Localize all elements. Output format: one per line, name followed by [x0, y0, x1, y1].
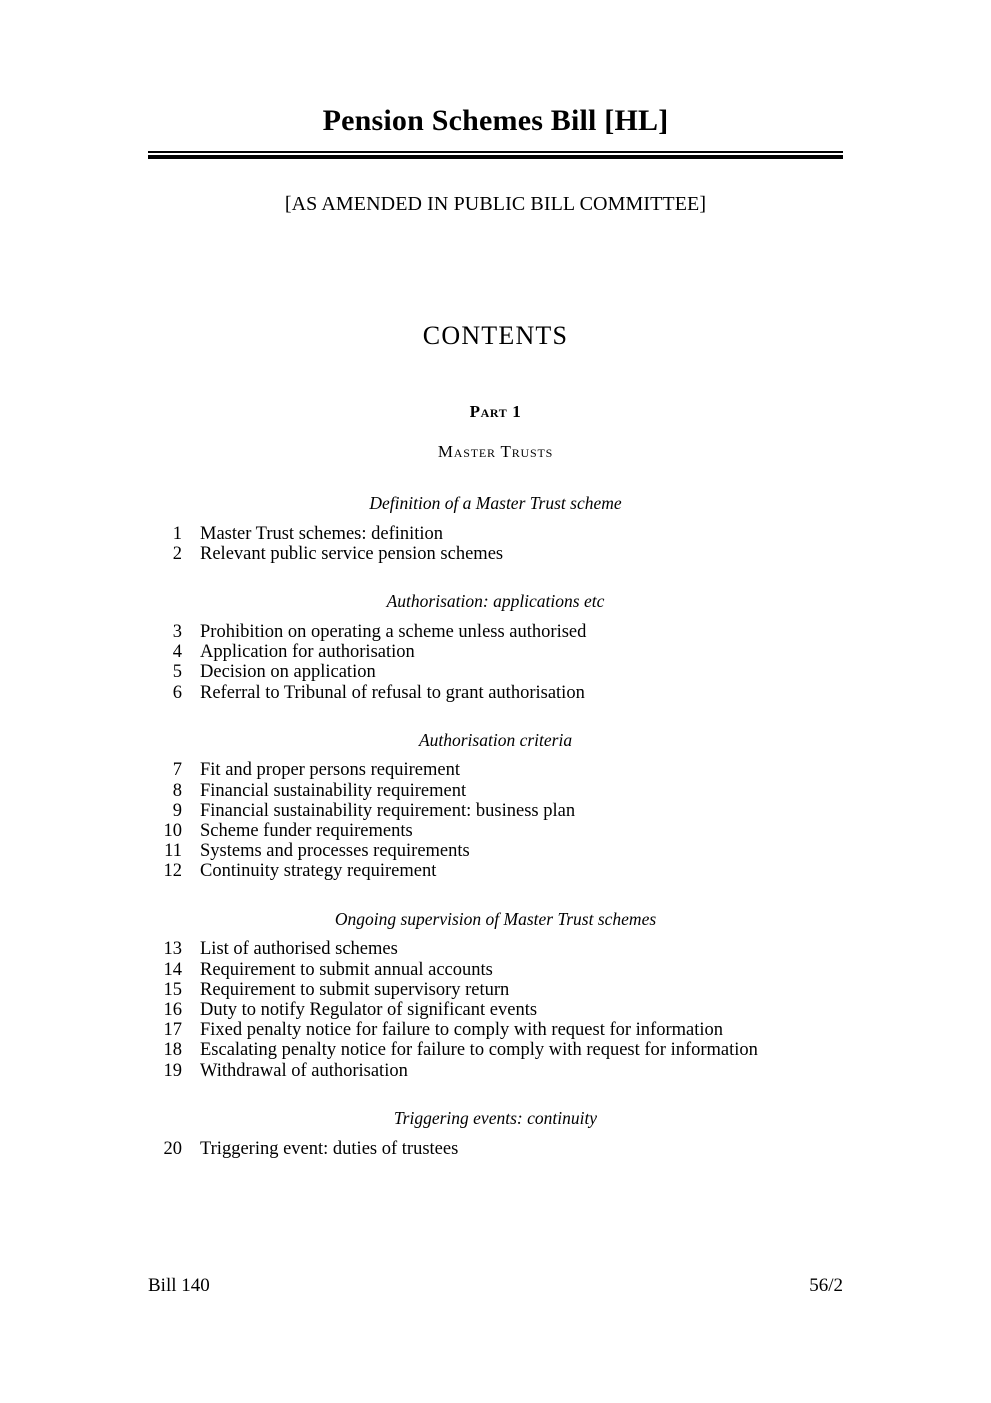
- toc-list: [148, 939, 843, 1080]
- toc-entry-label: Fixed penalty notice for failure to comply with request for information: [200, 1020, 723, 1041]
- rule-line-bottom: [148, 155, 843, 159]
- toc-section: [148, 1107, 843, 1159]
- toc-entry-number: 5: [172, 662, 182, 683]
- toc-entry-label: Master Trust schemes: definition: [200, 523, 444, 544]
- toc-entry-label: Requirement to submit annual accounts: [200, 959, 493, 980]
- toc-entry[interactable]: [148, 980, 843, 1000]
- table-of-contents: [148, 492, 843, 1159]
- toc-entry[interactable]: [148, 939, 843, 959]
- toc-section-heading: Authorisation criteria: [418, 729, 573, 750]
- toc-entry[interactable]: [148, 683, 843, 703]
- toc-entry-number: 13: [163, 939, 182, 960]
- toc-entry-number: 8: [172, 780, 182, 801]
- toc-entry[interactable]: [148, 622, 843, 642]
- toc-entry-label: Prohibition on operating a scheme unless authorised: [200, 621, 587, 642]
- toc-entry[interactable]: [148, 760, 843, 780]
- toc-entry[interactable]: [148, 1040, 843, 1060]
- toc-section-heading: Ongoing supervision of Master Trust schemes: [334, 908, 657, 929]
- toc-entry-number: 7: [172, 760, 182, 781]
- toc-entry[interactable]: [148, 1061, 843, 1081]
- toc-entry[interactable]: [148, 861, 843, 881]
- title-double-rule: [148, 151, 843, 159]
- toc-entry[interactable]: [148, 841, 843, 861]
- toc-entry[interactable]: [148, 1000, 843, 1020]
- toc-section-heading: Triggering events: continuity: [393, 1107, 598, 1128]
- toc-section: [148, 908, 843, 1081]
- toc-entry-label: Decision on application: [200, 662, 376, 683]
- toc-section-heading: Authorisation: applications etc: [386, 591, 605, 612]
- toc-entry-label: Escalating penalty notice for failure to comply with request for information: [200, 1040, 758, 1061]
- page-footer: [148, 1275, 843, 1297]
- toc-entry[interactable]: [148, 642, 843, 662]
- part-heading: Part 1: [469, 402, 522, 421]
- toc-section-heading: Definition of a Master Trust scheme: [369, 493, 622, 513]
- toc-entry-label: Duty to notify Regulator of significant events: [200, 1000, 538, 1021]
- toc-entry-number: 15: [163, 979, 182, 1000]
- toc-section: [148, 492, 843, 564]
- toc-entry-number: 1: [172, 523, 182, 544]
- toc-entry-number: 9: [172, 800, 182, 821]
- title-block: [148, 104, 843, 159]
- footer-bill-number: Bill 140: [148, 1275, 210, 1296]
- toc-entry[interactable]: [148, 801, 843, 821]
- part-subject-heading: Master Trusts: [437, 442, 554, 461]
- toc-entry[interactable]: [148, 1020, 843, 1040]
- toc-entry[interactable]: [148, 960, 843, 980]
- toc-entry-label: Financial sustainability requirement: [200, 780, 467, 801]
- toc-entry-label: Systems and processes requirements: [200, 841, 470, 862]
- toc-section: [148, 729, 843, 882]
- toc-entry-label: Scheme funder requirements: [200, 821, 413, 842]
- toc-entry-label: Withdrawal of authorisation: [200, 1060, 408, 1081]
- toc-entry-number: 18: [163, 1040, 182, 1061]
- amendment-note: [AS AMENDED IN PUBLIC BILL COMMITTEE]: [284, 193, 707, 215]
- toc-section: [148, 590, 843, 703]
- toc-entry[interactable]: [148, 524, 843, 544]
- toc-entry-number: 12: [163, 861, 182, 882]
- toc-entry-label: Referral to Tribunal of refusal to grant authorisation: [200, 682, 585, 703]
- toc-entry-label: Triggering event: duties of trustees: [200, 1138, 459, 1159]
- contents-heading: CONTENTS: [422, 321, 569, 350]
- toc-entry-number: 11: [164, 841, 182, 862]
- toc-entry-label: List of authorised schemes: [200, 939, 398, 960]
- toc-list: [148, 524, 843, 564]
- toc-entry-number: 19: [163, 1060, 182, 1081]
- footer-page-reference: 56/2: [809, 1275, 843, 1296]
- toc-entry[interactable]: [148, 544, 843, 564]
- toc-entry-number: 16: [163, 1000, 182, 1021]
- toc-entry-label: Requirement to submit supervisory return: [200, 979, 510, 1000]
- toc-list: [148, 1139, 843, 1159]
- toc-entry[interactable]: [148, 1139, 843, 1159]
- toc-entry-number: 17: [163, 1020, 182, 1041]
- toc-entry-number: 2: [172, 543, 182, 564]
- toc-list: [148, 622, 843, 703]
- toc-entry-number: 10: [163, 821, 182, 842]
- toc-entry-number: 3: [172, 621, 182, 642]
- toc-entry-number: 14: [163, 959, 182, 980]
- toc-entry-number: 20: [163, 1138, 182, 1159]
- toc-entry-number: 6: [172, 682, 182, 703]
- toc-entry-label: Financial sustainability requirement: business plan: [200, 800, 576, 821]
- toc-entry[interactable]: [148, 662, 843, 682]
- toc-list: [148, 760, 843, 881]
- toc-entry[interactable]: [148, 821, 843, 841]
- toc-entry-label: Application for authorisation: [200, 642, 415, 663]
- toc-entry-label: Continuity strategy requirement: [200, 861, 437, 882]
- toc-entry-number: 4: [172, 642, 182, 663]
- page-title: Pension Schemes Bill [HL]: [322, 104, 669, 137]
- toc-entry[interactable]: [148, 781, 843, 801]
- toc-entry-label: Fit and proper persons requirement: [200, 760, 460, 781]
- toc-entry-label: Relevant public service pension schemes: [200, 543, 504, 564]
